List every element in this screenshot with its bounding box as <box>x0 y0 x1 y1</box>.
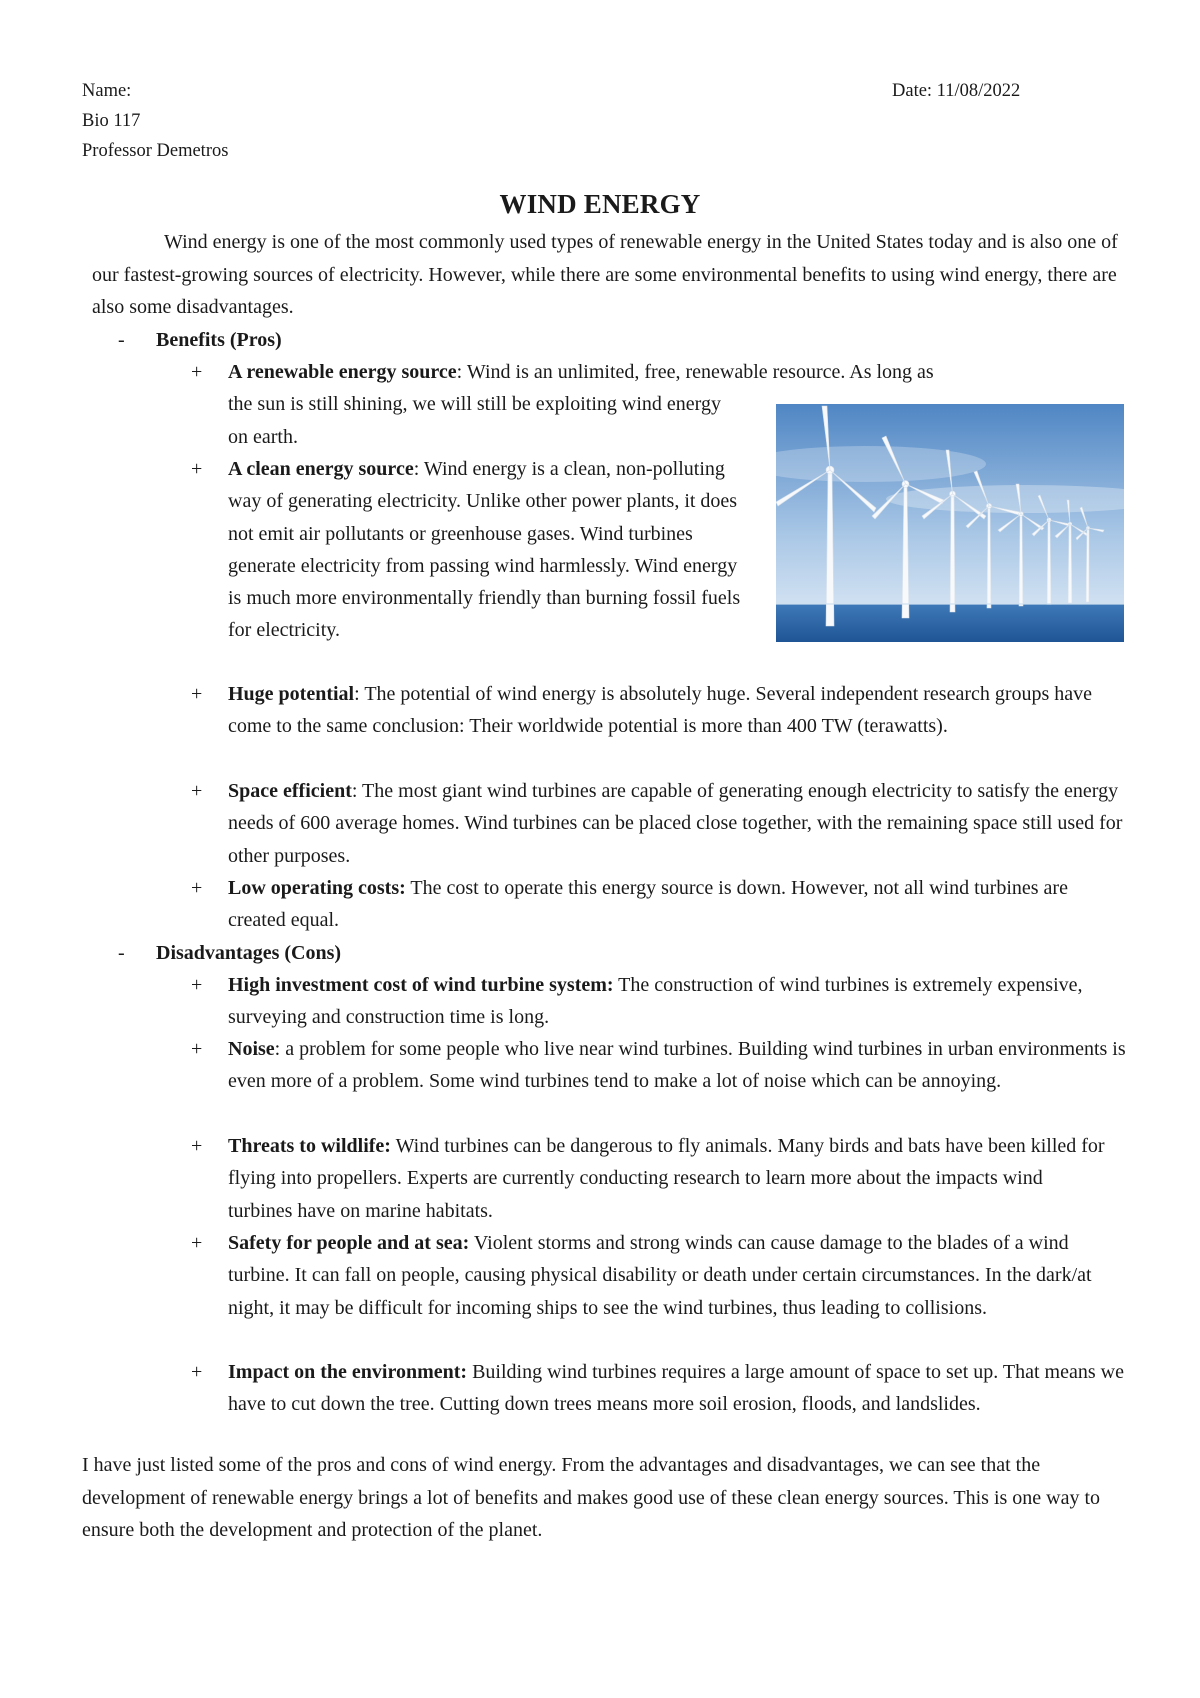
intro-paragraph <box>92 226 1122 324</box>
con-term: Noise <box>228 1038 275 1060</box>
pro-sep: : <box>351 780 358 802</box>
pro-text: The potential of wind energy is absolutely huge. Several independent research groups have come to the same conclusion: Their worldwide potential is more than 400 TW (terawatts). <box>228 683 1093 738</box>
header-left <box>82 76 228 166</box>
con-term: High investment cost of wind turbine system: <box>228 974 614 996</box>
con-text: The construction of wind turbines is extremely expensive, surveying and construction time is long. <box>228 974 1083 1029</box>
pro-text: Wind is an unlimited, free, renewable resource. As long as <box>462 361 934 383</box>
cons-heading-text: Disadvantages (Cons) <box>156 942 342 964</box>
pro-sep: : <box>413 458 420 480</box>
pros-dash-bullet: - <box>118 329 125 351</box>
closing-paragraph: I have just listed some of the pros and cons of wind energy. From the advantages and disadvantages, we can see that the development of renewable energy brings a lot of benefits and makes good use of these clean energy sources. This is one way to ensure both the development and protection of the planet. <box>82 1454 1101 1541</box>
date-label: Date: 11/08/2022 <box>892 81 1021 101</box>
plus-bullet: + <box>191 458 203 480</box>
pro-term: A renewable energy source <box>228 361 457 383</box>
pro-term: A clean energy source <box>228 458 414 480</box>
plus-bullet: + <box>191 974 203 996</box>
pro-text: The most giant wind turbines are capable of generating enough electricity to satisfy the energy needs of 600 average homes. Wind turbines can be placed close together, with the remaining space still used for other purposes. <box>228 780 1123 867</box>
plus-bullet: + <box>191 1135 203 1157</box>
plus-bullet: + <box>191 361 203 383</box>
con-term: Impact on the environment: <box>228 1361 468 1383</box>
pro-item-potential <box>191 678 1128 743</box>
con-item-investment <box>191 969 1108 1034</box>
pro-term: Huge potential <box>228 683 355 705</box>
pro-term: Space efficient <box>228 780 352 802</box>
document-title: WIND ENERGY <box>499 189 701 219</box>
pros-heading <box>118 324 282 356</box>
plus-bullet: + <box>191 1038 203 1060</box>
con-item-environment <box>191 1356 1128 1421</box>
pro-item-costs <box>191 872 1108 937</box>
pro-text-continued: the sun is still shining, we will still be exploiting wind energy on earth. <box>228 393 721 448</box>
con-item-wildlife <box>191 1130 1108 1227</box>
pro-sep: : <box>456 361 463 383</box>
cons-heading <box>118 937 341 969</box>
con-item-noise <box>191 1033 1128 1098</box>
con-text: Violent storms and strong winds can cause damage to the blades of a wind turbine. It can fall on people, causing physical disability or death under certain circumstances. In the dark/at night, it may be difficult for incoming ships to see the wind turbines, thus leading to collisions. <box>228 1232 1092 1319</box>
intro-text: Wind energy is one of the most commonly used types of renewable energy in the United States today and is also one of our fastest-growing sources of electricity. However, while there are some environmental benefits to using wind energy, there are also some disadvantages. <box>92 231 1118 318</box>
pro-text: The cost to operate this energy source is down. However, not all wind turbines are created equal. <box>228 877 1068 932</box>
wind-turbines-illustration <box>776 404 1124 642</box>
pro-text: Wind energy is a clean, non-polluting way of generating electricity. Unlike other power plants, it does not emit air pollutants or greenhouse gases. Wind turbines generate electricity from passing wind harmlessly. Wind energy is much more environmentally friendly than burning fossil fuels for electricity. <box>228 458 741 642</box>
course-label: Bio 117 <box>82 111 141 131</box>
pro-item-clean <box>191 453 748 647</box>
professor-label: Professor Demetros <box>82 141 229 161</box>
con-text: Wind turbines can be dangerous to fly animals. Many birds and bats have been killed for flying into propellers. Experts are currently conducting research to learn more about the impacts wind turbines have on marine habitats. <box>228 1135 1105 1222</box>
pro-sep: : <box>354 683 360 705</box>
con-term: Threats to wildlife: <box>228 1135 391 1157</box>
plus-bullet: + <box>191 877 203 899</box>
plus-bullet: + <box>191 683 203 705</box>
pro-item-space <box>191 775 1128 872</box>
plus-bullet: + <box>191 1232 203 1254</box>
name-label: Name: <box>82 81 132 101</box>
con-item-safety <box>191 1227 1128 1324</box>
pro-term: Low operating costs: <box>228 877 406 899</box>
wind-turbines-photo <box>776 404 1124 642</box>
pros-heading-text: Benefits (Pros) <box>156 329 282 351</box>
con-text: Building wind turbines requires a large amount of space to set up. That means we have to cut down the tree. Cutting down trees means more soil erosion, floods, and landslides. <box>228 1361 1124 1416</box>
con-text: a problem for some people who live near wind turbines. Building wind turbines in urban environments is even more of a problem. Some wind turbines tend to make a lot of noise which can be annoying. <box>228 1038 1126 1093</box>
cons-dash-bullet: - <box>118 942 125 964</box>
plus-bullet: + <box>191 780 203 802</box>
plus-bullet: + <box>191 1361 203 1383</box>
con-term: Safety for people and at sea: <box>228 1232 470 1254</box>
con-sep: : <box>274 1038 281 1060</box>
